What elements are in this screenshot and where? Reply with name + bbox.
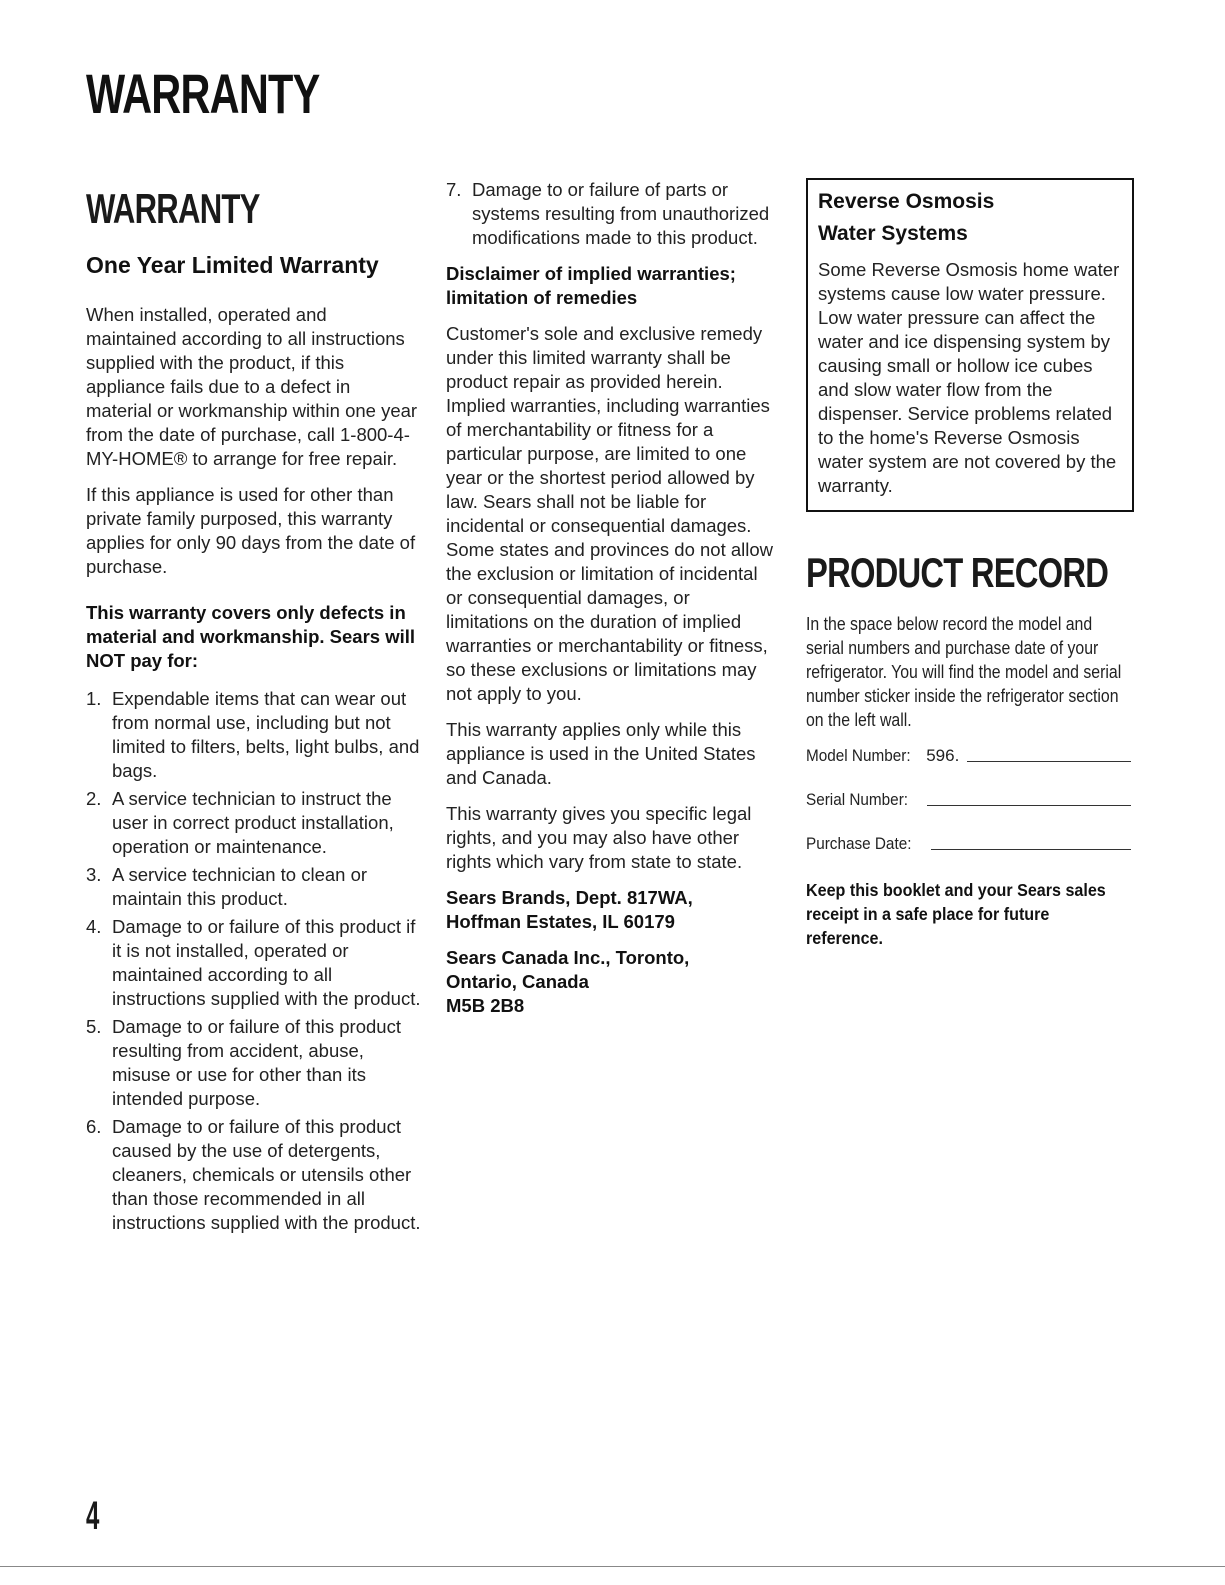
warranty-paragraph: If this appliance is used for other than private family purposed, this warranty applies for only 90 days from the date of purchase. (86, 484, 416, 577)
exclusion-number: 1. (86, 688, 102, 709)
reverse-osmosis-title-line: Reverse Osmosis (818, 190, 995, 213)
reverse-osmosis-title (818, 186, 1120, 250)
exclusion-text: Damage to or failure of this product resulting from accident, abuse, misuse or use for other than its intended purpose. (112, 1016, 401, 1109)
exclusion-number: 5. (86, 1016, 102, 1037)
serial-number-label: Serial Number: (806, 790, 909, 809)
exclusion-text: A service technician to instruct the user in correct product installation, operation or maintenance. (112, 788, 394, 857)
reverse-osmosis-title-line: Water Systems (818, 222, 968, 245)
exclusion-text: A service technician to clean or maintain this product. (112, 864, 368, 909)
exclusion-number: 2. (86, 788, 102, 809)
exclusions-list (86, 687, 421, 1235)
serial-number-line (927, 804, 1131, 806)
exclusion-number: 6. (86, 1116, 102, 1137)
exclusion-text: Damage to or failure of parts or systems resulting from unauthorized modifications made to this product. (472, 179, 770, 248)
model-number-value: 596. (926, 746, 960, 765)
exclusion-item (446, 178, 776, 250)
exclusion-text: Damage to or failure of this product if it is not installed, operated or maintained according to all instructions supplied with the product. (112, 916, 421, 1009)
serial-number-field[interactable] (806, 790, 1131, 810)
exclusions-list-continued (446, 178, 776, 250)
exclusion-number: 3. (86, 864, 102, 885)
warranty-section-title: WARRANTY (86, 185, 260, 232)
address-line: Hoffman Estates, IL 60179 (446, 911, 675, 932)
exclusion-item (86, 915, 421, 1011)
page-header-title: WARRANTY (86, 62, 320, 125)
warranty-subheading: One Year Limited Warranty (86, 252, 379, 278)
exclusion-number: 7. (446, 179, 462, 200)
address-line: Ontario, Canada (446, 971, 589, 992)
disclaimer-heading: Disclaimer of implied warranties; limitation of remedies (446, 263, 736, 308)
model-number-label: Model Number: (806, 746, 911, 765)
purchase-date-label: Purchase Date: (806, 834, 912, 853)
warranty-paragraph: When installed, operated and maintained according to all instructions supplied with the product, if this appliance fails due to a defect in material or workmanship within one year from the date of purchase, call 1-800-4-MY-HOME® to arrange for free repair. (86, 304, 418, 469)
warranty-column-middle (446, 178, 776, 1030)
rights-text: This warranty gives you specific legal rights, and you may also have other rights which vary from state to state. (446, 803, 752, 872)
address-canada (446, 946, 776, 1018)
address-line: M5B 2B8 (446, 995, 525, 1016)
product-record-intro: In the space below record the model and serial numbers and purchase date of your refrigerator. You will find the model and serial number sticker inside the refrigerator section on the left wall. (806, 614, 1122, 730)
exclusion-item (86, 787, 421, 859)
exclusion-item (86, 863, 421, 911)
address-us (446, 886, 776, 934)
disclaimer-text: Customer's sole and exclusive remedy under this limited warranty shall be product repair as provided herein. Implied warranties, including warranties of merchantability or fitness for a particular purpose, are limited to one year or the shortest period allowed by law. Sears shall not be liable for incidental or consequential damages. Some states and provinces do not allow the exclusion or limitation of incidental or consequential damages, or limitations on the duration of implied warranties or merchantability or fitness, so these exclusions or limitations may not apply to you. (446, 323, 774, 704)
purchase-date-line (931, 848, 1131, 850)
exclusion-text: Expendable items that can wear out from normal use, including but not limited to filters, belts, light bulbs, and bags. (112, 688, 420, 781)
product-record-title: PRODUCT RECORD (806, 549, 1109, 596)
address-line: Sears Brands, Dept. 817WA, (446, 887, 693, 908)
model-number-line (967, 760, 1131, 762)
covers-note: This warranty covers only defects in material and workmanship. Sears will NOT pay for: (86, 602, 416, 671)
reverse-osmosis-text: Some Reverse Osmosis home water systems cause low water pressure. Low water pressure can affect the water and ice dispensing system by causing small or hollow ice cubes and slow water flow from the dispenser. Service problems related to the home's Reverse Osmosis water system are not covered by the warranty. (818, 259, 1120, 496)
bottom-divider (0, 1566, 1225, 1567)
address-line: Sears Canada Inc., Toronto, (446, 947, 690, 968)
warranty-column-left (86, 178, 421, 1239)
right-column (806, 178, 1136, 950)
reverse-osmosis-box (806, 178, 1134, 512)
purchase-date-field[interactable] (806, 834, 1131, 854)
page-number: 4 (86, 1494, 100, 1538)
exclusion-number: 4. (86, 916, 102, 937)
exclusion-text: Damage to or failure of this product caused by the use of detergents, cleaners, chemicals or utensils other than those recommended in all instructions supplied with the product. (112, 1116, 421, 1233)
exclusion-item (86, 687, 421, 783)
applies-text: This warranty applies only while this appliance is used in the United States and Canada. (446, 719, 756, 788)
model-number-field[interactable] (806, 746, 1131, 766)
keep-booklet-note: Keep this booklet and your Sears sales receipt in a safe place for future reference. (806, 880, 1106, 948)
exclusion-item (86, 1115, 421, 1235)
exclusion-item (86, 1015, 421, 1111)
